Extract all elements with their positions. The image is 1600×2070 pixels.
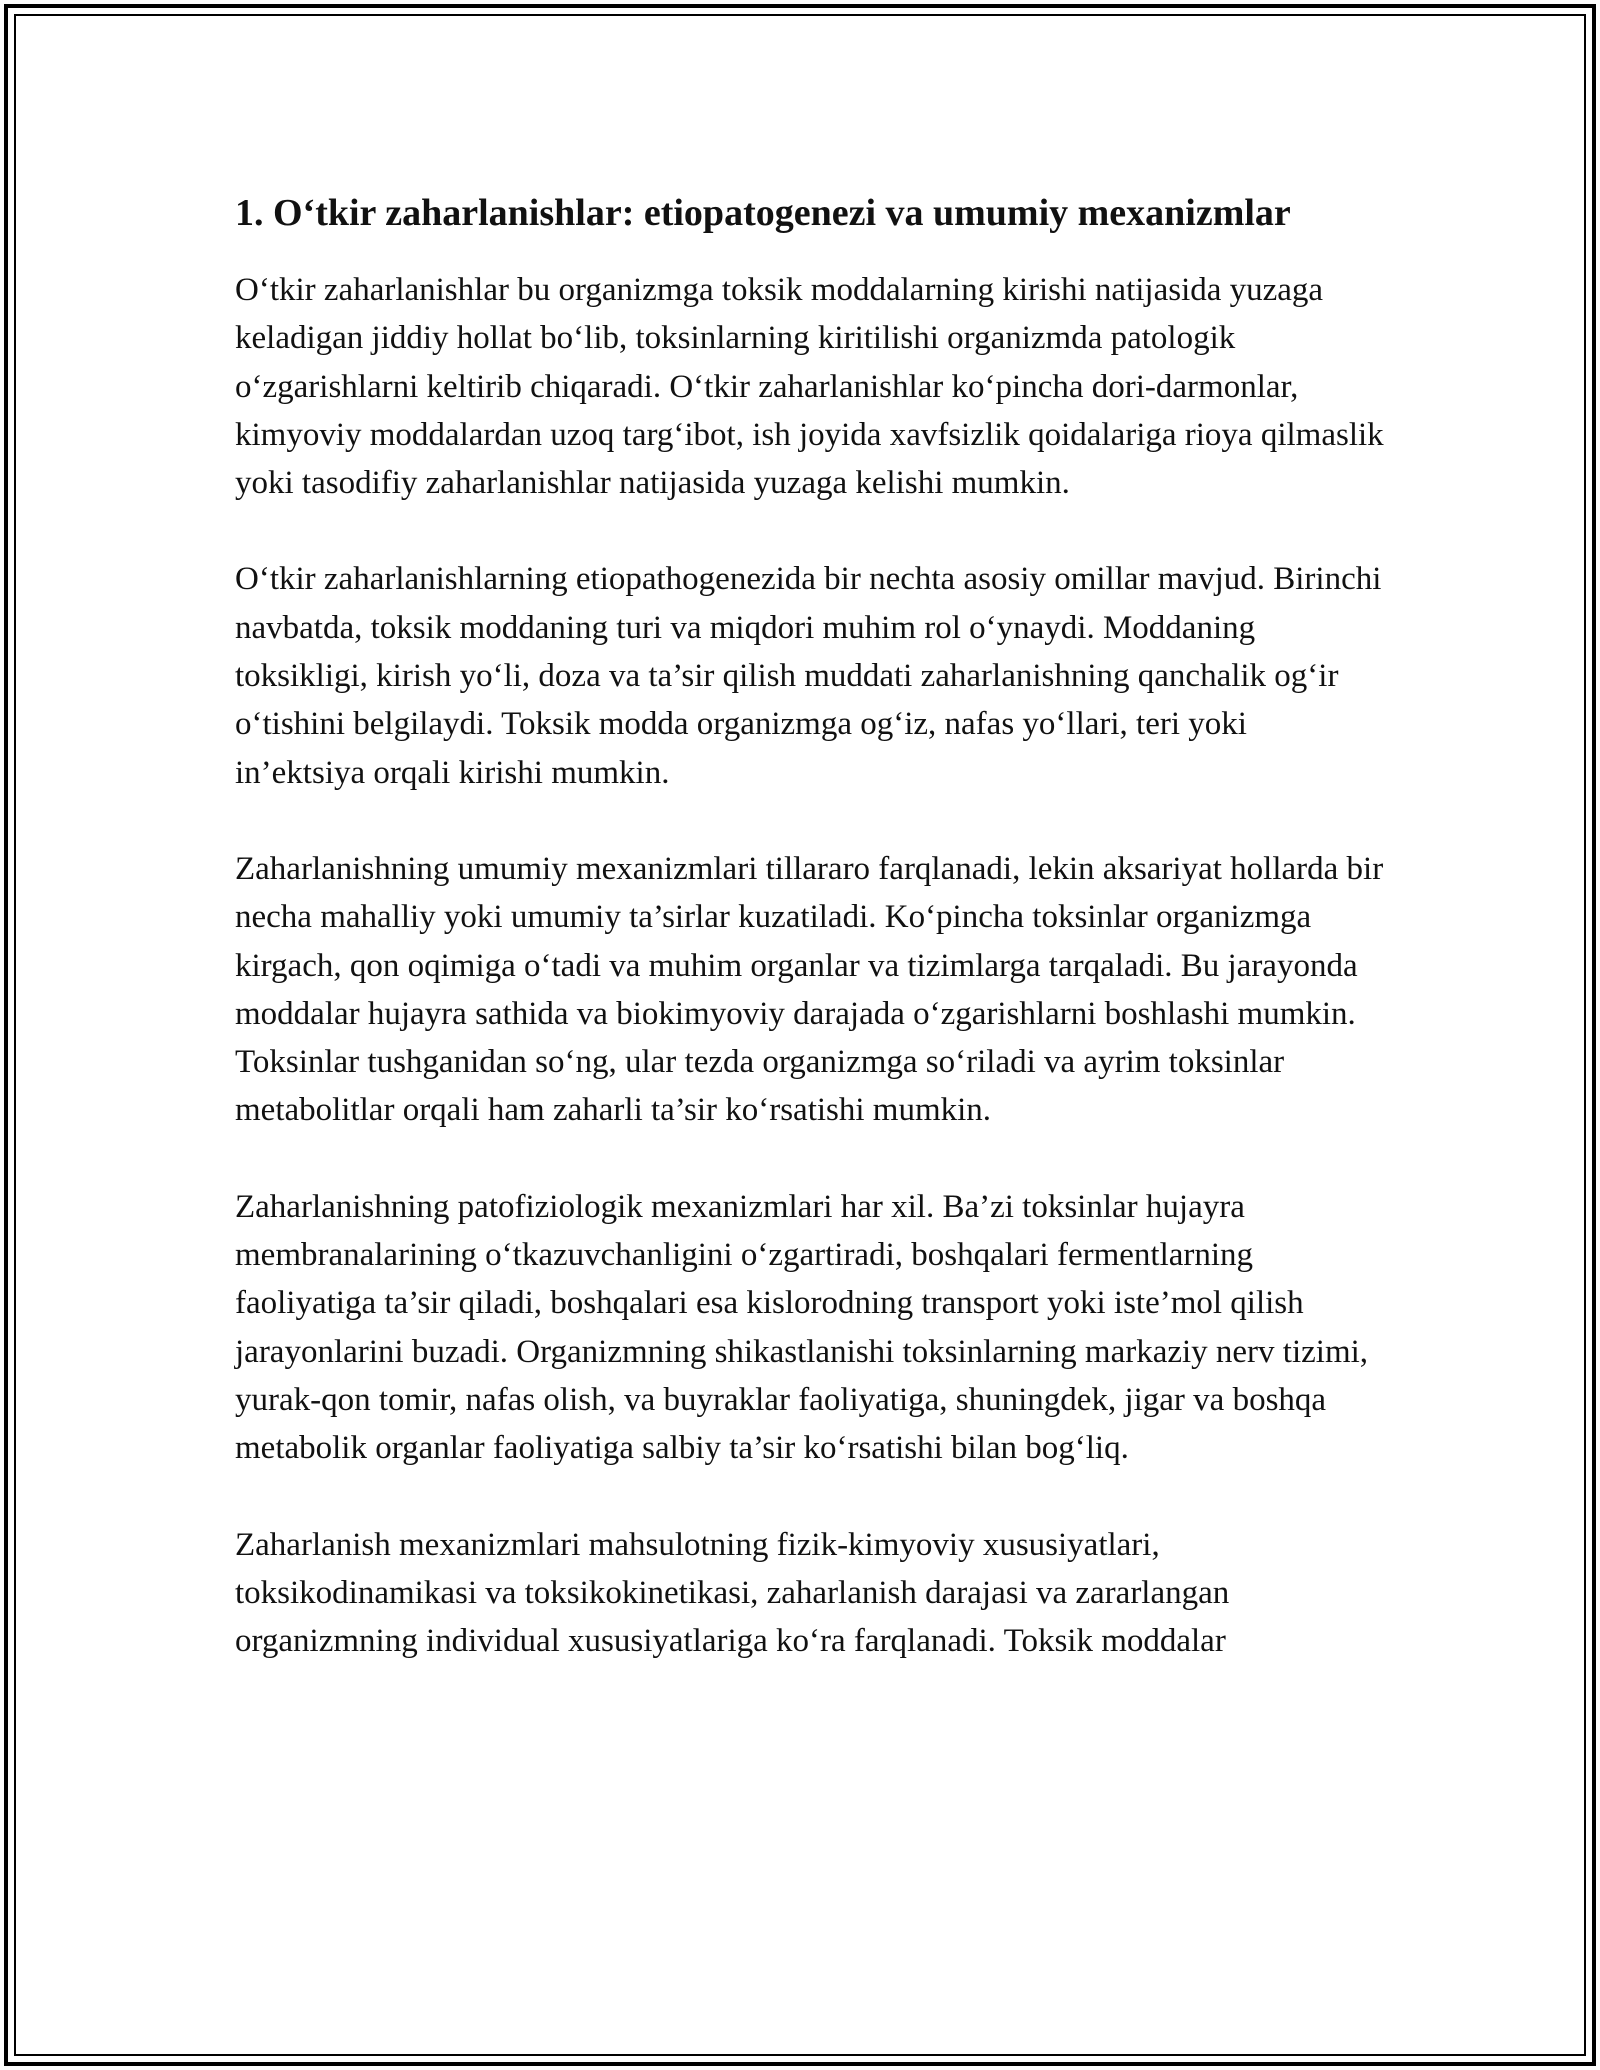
paragraph-4: Zaharlanishning patofiziologik mexanizmlari har xil. Ba’zi toksinlar hujayra membranalarining o‘tkazuvchanligini o‘zgartiradi, boshqalari fermentlarning faoliyatiga ta’sir qiladi, boshqalari esa kislorodning transport yoki iste’mol qilish jarayonlarini buzadi. Organizmning shikastlanishi toksinlarning markaziy nerv tizimi, yurak-qon tomir, nafas olish, va buyraklar faoliyatiga, shuningdek, jigar va boshqa metabolik organlar faoliyatiga salbiy ta’sir ko‘rsatishi bilan bog‘liq. [235, 1188, 1369, 1467]
paragraph-5: Zaharlanish mexanizmlari mahsulotning fizik-kimyoviy xususiyatlari, toksikodinamikasi va toksikokinetikasi, zaharlanish darajasi va zararlangan organizmning individual xususiyatlariga ko‘ra farqlanadi. Toksik moddalar [235, 1526, 1230, 1660]
paragraph-2: O‘tkir zaharlanishlarning etiopathogenezida bir nechta asosiy omillar mavjud. Birinchi navbatda, toksik moddaning turi va miqdori muhim rol o‘ynaydi. Moddaning toksikligi, kirish yo‘li, doza va ta’sir qilish muddati zaharlanishning qanchalik og‘ir o‘tishini belgilaydi. Toksik modda organizmga og‘iz, nafas yo‘llari, teri yoki in’ektsiya orqali kirishi mumkin. [235, 561, 1382, 791]
document-body [235, 186, 1385, 1713]
section-heading: 1. O‘tkir zaharlanishlar: etiopatogenezi va umumiy mexanizmlar [235, 192, 1291, 234]
paragraph-3: Zaharlanishning umumiy mexanizmlari tillararo farqlanadi, lekin aksariyat hollarda bir necha mahalliy yoki umumiy ta’sirlar kuzatiladi. Ko‘pincha toksinlar organizmga kirgach, qon oqimiga o‘tadi va muhim organlar va tizimlarga tarqaladi. Bu jarayonda moddalar hujayra sathida va biokimyoviy darajada o‘zgarishlarni boshlashi mumkin. Toksinlar tushganidan so‘ng, ular tezda organizmga so‘riladi va ayrim toksinlar metabolitlar orqali ham zaharli ta’sir ko‘rsatishi mumkin. [235, 850, 1384, 1129]
paragraph-1: O‘tkir zaharlanishlar bu organizmga toksik moddalarning kirishi natijasida yuzaga keladigan jiddiy hollat bo‘lib, toksinlarning kiritilishi organizmda patologik o‘zgarishlarni keltirib chiqaradi. O‘tkir zaharlanishlar ko‘pincha dori-darmonlar, kimyoviy moddalardan uzoq targ‘ibot, ish joyida xavfsizlik qoidalariga rioya qilmaslik yoki tasodifiy zaharlanishlar natijasida yuzaga kelishi mumkin. [235, 272, 1384, 502]
